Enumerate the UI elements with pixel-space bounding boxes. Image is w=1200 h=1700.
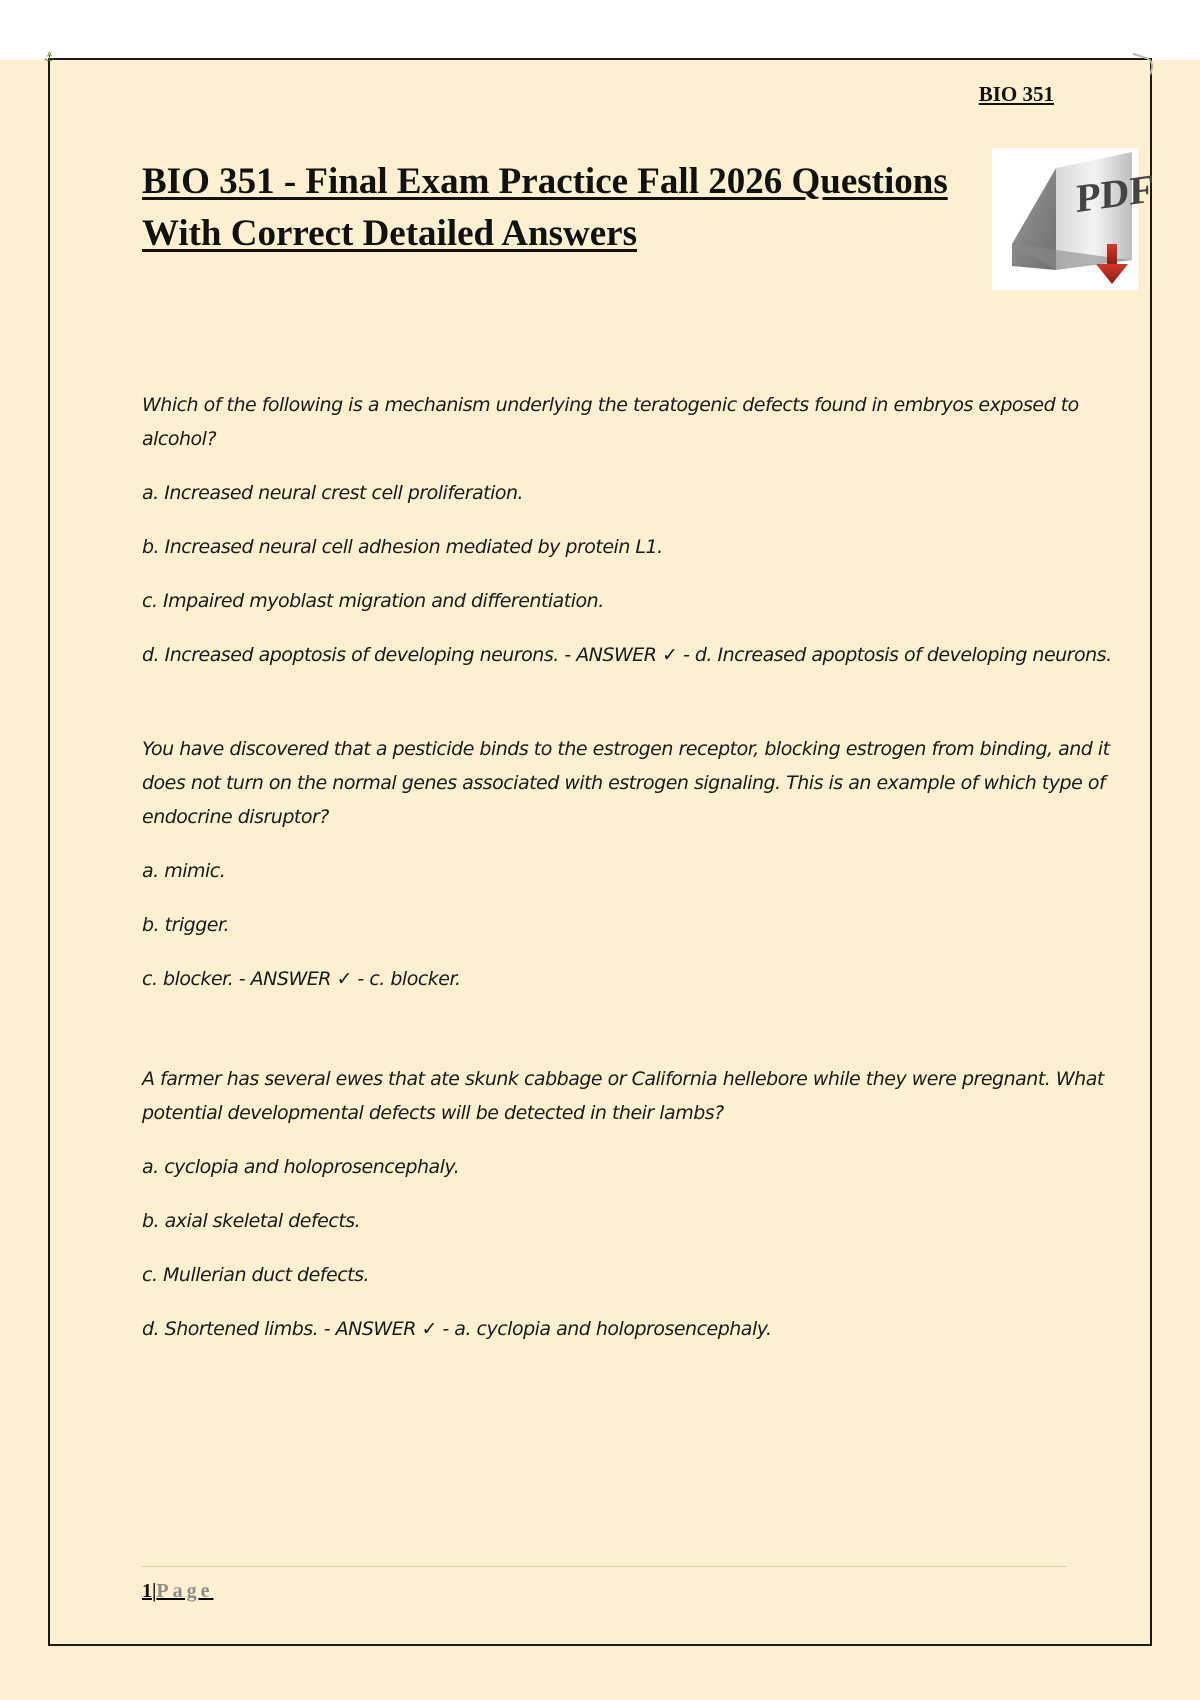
page-footer xyxy=(142,1580,214,1603)
page-separator: | xyxy=(152,1580,157,1602)
page-number: 1 xyxy=(142,1580,152,1602)
question-prompt: Which of the following is a mechanism underlying the teratogenic defects found in embryos exposed to alcohol? xyxy=(142,394,1079,450)
answer-option-with-key: d. Shortened limbs. - ANSWER ✓ - a. cyclopia and holoprosencephaly. xyxy=(142,1318,772,1340)
answer-option: b. trigger. xyxy=(142,914,230,936)
title-line-1: BIO 351 - Final Exam Practice Fall 2026 Questions xyxy=(142,161,948,202)
question-prompt: You have discovered that a pesticide binds to the estrogen receptor, blocking estrogen from binding, and it does not turn on the normal genes associated with estrogen signaling. This is an example of which type of endocrine disruptor? xyxy=(142,738,1110,828)
question-1 xyxy=(142,388,1112,672)
answer-option: a. cyclopia and holoprosencephaly. xyxy=(142,1156,460,1178)
pdf-icon-label: PDF xyxy=(1076,165,1154,222)
answer-option-with-key: d. Increased apoptosis of developing neurons. - ANSWER ✓ - d. Increased apoptosis of developing neurons. xyxy=(142,644,1112,666)
document-title xyxy=(142,156,1002,260)
answer-option: c. Impaired myoblast migration and differentiation. xyxy=(142,590,604,612)
answer-option: a. Increased neural crest cell proliferation. xyxy=(142,482,524,504)
question-2 xyxy=(142,732,1112,996)
pdf-download-icon[interactable] xyxy=(992,148,1154,290)
answer-option-with-key: c. blocker. - ANSWER ✓ - c. blocker. xyxy=(142,968,461,990)
document-page xyxy=(44,50,1154,1646)
answer-option: c. Mullerian duct defects. xyxy=(142,1264,370,1286)
title-line-2: With Correct Detailed Answers xyxy=(142,213,637,254)
page-label: Page xyxy=(156,1580,214,1602)
question-3 xyxy=(142,1062,1112,1346)
question-prompt: A farmer has several ewes that ate skunk cabbage or California hellebore while they were pregnant. What potential developmental defects will be detected in their lambs? xyxy=(142,1068,1104,1124)
anchor-icon: ⚓ xyxy=(44,50,55,64)
page-curl-icon xyxy=(1128,53,1156,76)
answer-option: b. axial skeletal defects. xyxy=(142,1210,361,1232)
running-header: BIO 351 xyxy=(978,82,1054,106)
question-list xyxy=(142,388,1112,1366)
footer-divider xyxy=(142,1566,1066,1567)
pdf-icon-graphic xyxy=(992,148,1154,290)
answer-option: a. mimic. xyxy=(142,860,226,882)
answer-option: b. Increased neural cell adhesion mediated by protein L1. xyxy=(142,536,663,558)
